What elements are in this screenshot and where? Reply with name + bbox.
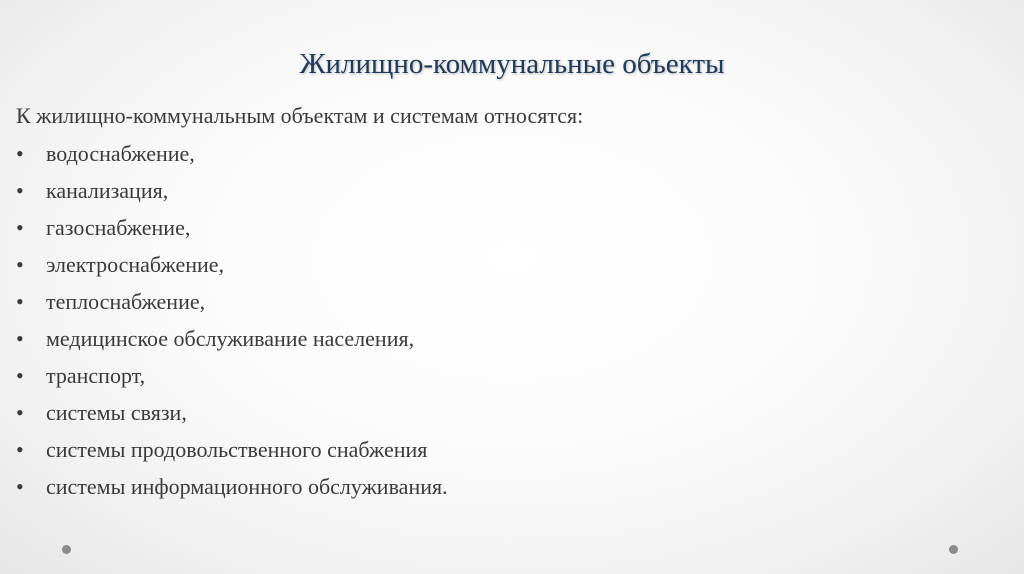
list-item-text: канализация, xyxy=(46,178,169,203)
bullet-icon: • xyxy=(16,437,24,462)
list-item-text: транспорт, xyxy=(46,363,146,388)
decorative-dot-icon xyxy=(62,545,71,554)
list-item xyxy=(16,135,996,172)
slide-content xyxy=(16,97,996,505)
bullet-icon: • xyxy=(16,215,24,240)
list-item xyxy=(16,468,996,505)
bullet-icon: • xyxy=(16,474,24,499)
list-item xyxy=(16,320,996,357)
bullet-icon: • xyxy=(16,363,24,388)
list-item-text: теплоснабжение, xyxy=(46,289,206,314)
bullet-icon: • xyxy=(16,141,24,166)
list-item-text: газоснабжение, xyxy=(46,215,191,240)
list-item-text: системы информационного обслуживания. xyxy=(46,474,448,499)
list-item xyxy=(16,357,996,394)
list-item-text: системы связи, xyxy=(46,400,187,425)
bullet-icon: • xyxy=(16,289,24,314)
bullet-icon: • xyxy=(16,400,24,425)
bullet-icon: • xyxy=(16,326,24,351)
list-item xyxy=(16,283,996,320)
bullet-list xyxy=(16,135,996,505)
decorative-dot-icon xyxy=(949,545,958,554)
list-item xyxy=(16,172,996,209)
list-item-text: электроснабжение, xyxy=(46,252,225,277)
bullet-icon: • xyxy=(16,252,24,277)
list-item xyxy=(16,394,996,431)
list-item xyxy=(16,246,996,283)
list-item-text: водоснабжение, xyxy=(46,141,195,166)
list-item xyxy=(16,431,996,468)
bullet-icon: • xyxy=(16,178,24,203)
intro-text: К жилищно-коммунальным объектам и системам относятся: xyxy=(16,103,584,128)
list-item xyxy=(16,209,996,246)
slide-title: Жилищно-коммунальные объекты xyxy=(299,48,725,80)
list-item-text: системы продовольственного снабжения xyxy=(46,437,428,462)
list-item-text: медицинское обслуживание населения, xyxy=(46,326,415,351)
